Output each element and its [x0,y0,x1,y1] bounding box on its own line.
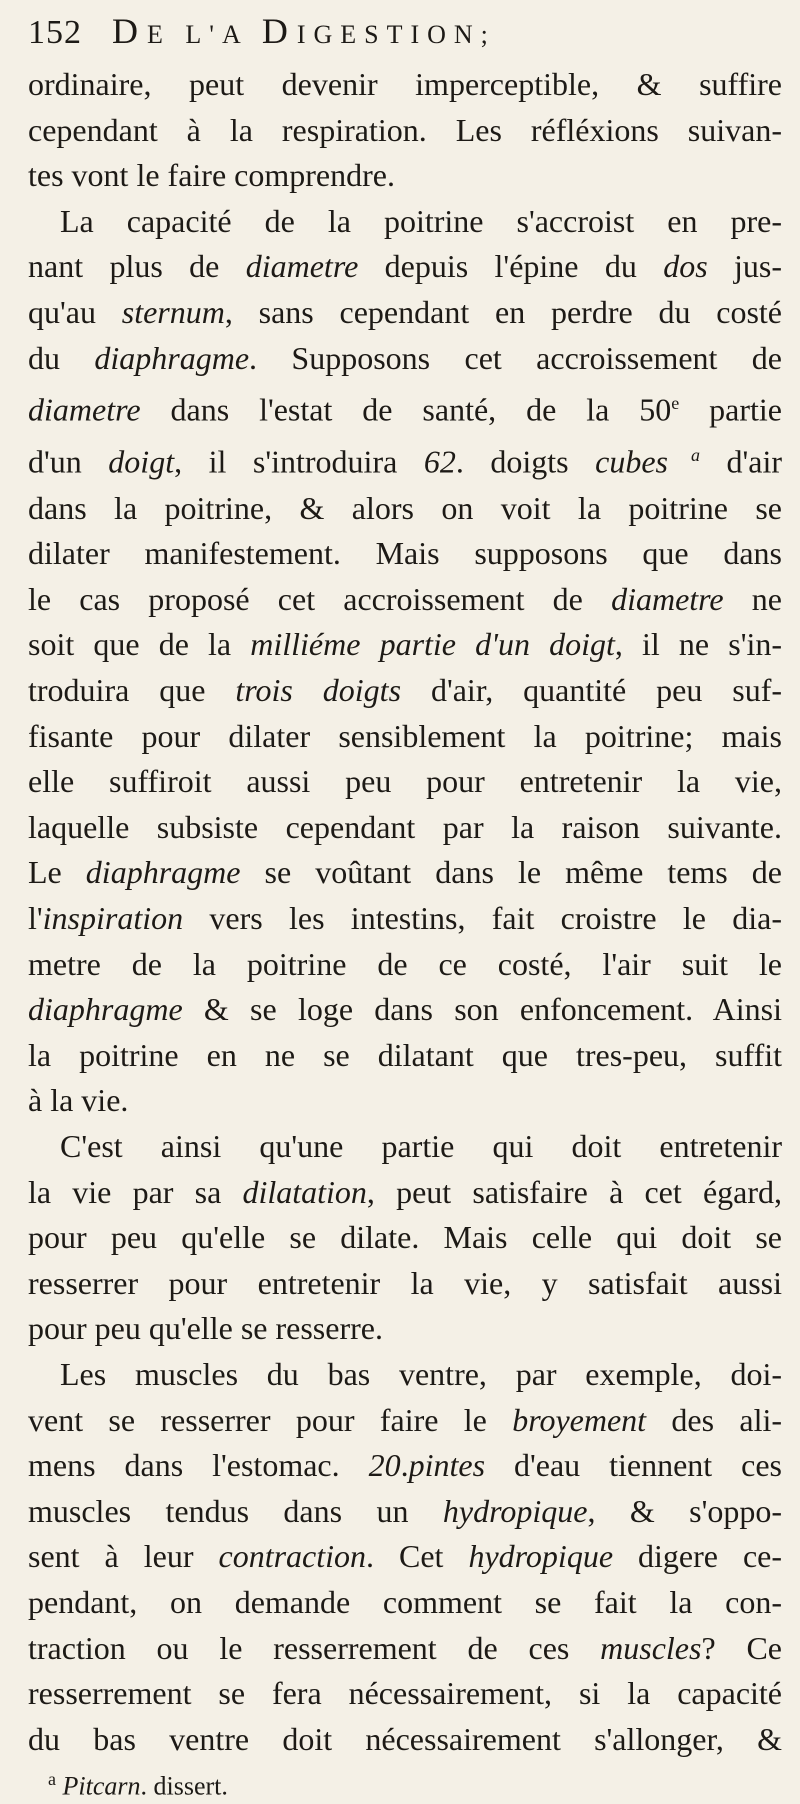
text-line: l'inspiration vers les intestins, fait croistre le dia- [28,900,782,936]
text-line: d'un doigt, il s'introduira 62. doigts cubes $^a$ d'air [28,444,783,481]
text-line: pour peu qu'elle se dilate. Mais celle qui doit se [28,1219,782,1256]
text-line: elle suffiroit aussi peu pour entretenir la vie, [28,763,782,800]
text-line: Les muscles du bas ventre, par exemple, doi- [60,1355,782,1392]
footnote [28,1762,782,1804]
text-line: du bas ventre doit nécessairement s'allonger, & [28,1720,782,1757]
text-line: le cas proposé cet accroissement de diametre ne [28,580,783,617]
text-line: la poitrine en ne se dilatant que tres-peu, suffit [28,1036,782,1073]
text-line: nant plus de diametre depuis l'épine du dos jus- [28,248,783,285]
text-line: sent à leur contraction. Cet hydropique digere ce- [28,1538,783,1575]
text-line: la vie par sa dilatation, peut satisfaire à cet égard, [28,1173,782,1210]
text-line: metre de la poitrine de ce costé, l'air suit le [28,945,782,982]
text-line: pour peu qu'elle se resserre. [28,1310,383,1347]
running-head [28,10,782,62]
text-line: diaphragme & se loge dans son enfoncement. Ainsi [28,991,782,1028]
body-text [28,62,782,1762]
text-line: muscles tendus dans un hydropique, & s'oppo- [28,1492,783,1529]
text-line: dilater manifestement. Mais supposons que dans [28,535,782,572]
footnote-text: . dissert. [140,1771,228,1801]
text-line: à la vie. [28,1082,129,1119]
text-line: pendant, on demande comment se fait la con- [28,1583,782,1620]
text-line: ordinaire, peut devenir imperceptible, & suffire [28,66,782,102]
text-line: troduira que trois doigts d'air, quantité peu suf- [28,672,783,709]
text-line: qu'au sternum, sans cependant en perdre du costé [28,293,783,330]
text-line: vent se resserrer pour faire le broyement des ali- [28,1401,783,1438]
running-title: DE L'A DIGESTION; [112,11,496,51]
text-line: resserrer pour entretenir la vie, y satisfait aussi [28,1264,782,1301]
text-line: traction ou le resserrement de ces muscles? Ce [28,1629,782,1666]
text-line: resserrement se fera nécessairement, si la capacité [28,1675,782,1712]
text-line: fisante pour dilater sensiblement la poitrine; mais [28,717,782,754]
text-line: tes vont le faire comprendre. [28,157,395,194]
footnote-marker: a [48,1769,56,1790]
text-line: cependant à la respiration. Les réfléxions suivan- [28,111,782,148]
page-number: 152 [28,14,82,51]
text-line: soit que de la milliéme partie d'un doigt, il ne s'in- [28,626,783,663]
text-line: diametre dans l'estat de santé, de la 50e partie [28,391,783,428]
text-line: C'est ainsi qu'une partie qui doit entretenir [60,1127,782,1164]
text-line: dans la poitrine, & alors on voit la poitrine se [28,489,782,526]
text-line: mens dans l'estomac. 20.pintes d'eau tiennent ces [28,1447,782,1484]
footnote-author: Pitcarn [62,1771,141,1801]
text-line: laquelle subsiste cependant par la raison suivante. [28,808,782,845]
text-line: du diaphragme. Supposons cet accroissement de [28,339,783,376]
text-line: La capacité de la poitrine s'accroist en pre- [60,202,782,239]
text-line: Le diaphragme se voûtant dans le même tems de [28,854,782,891]
